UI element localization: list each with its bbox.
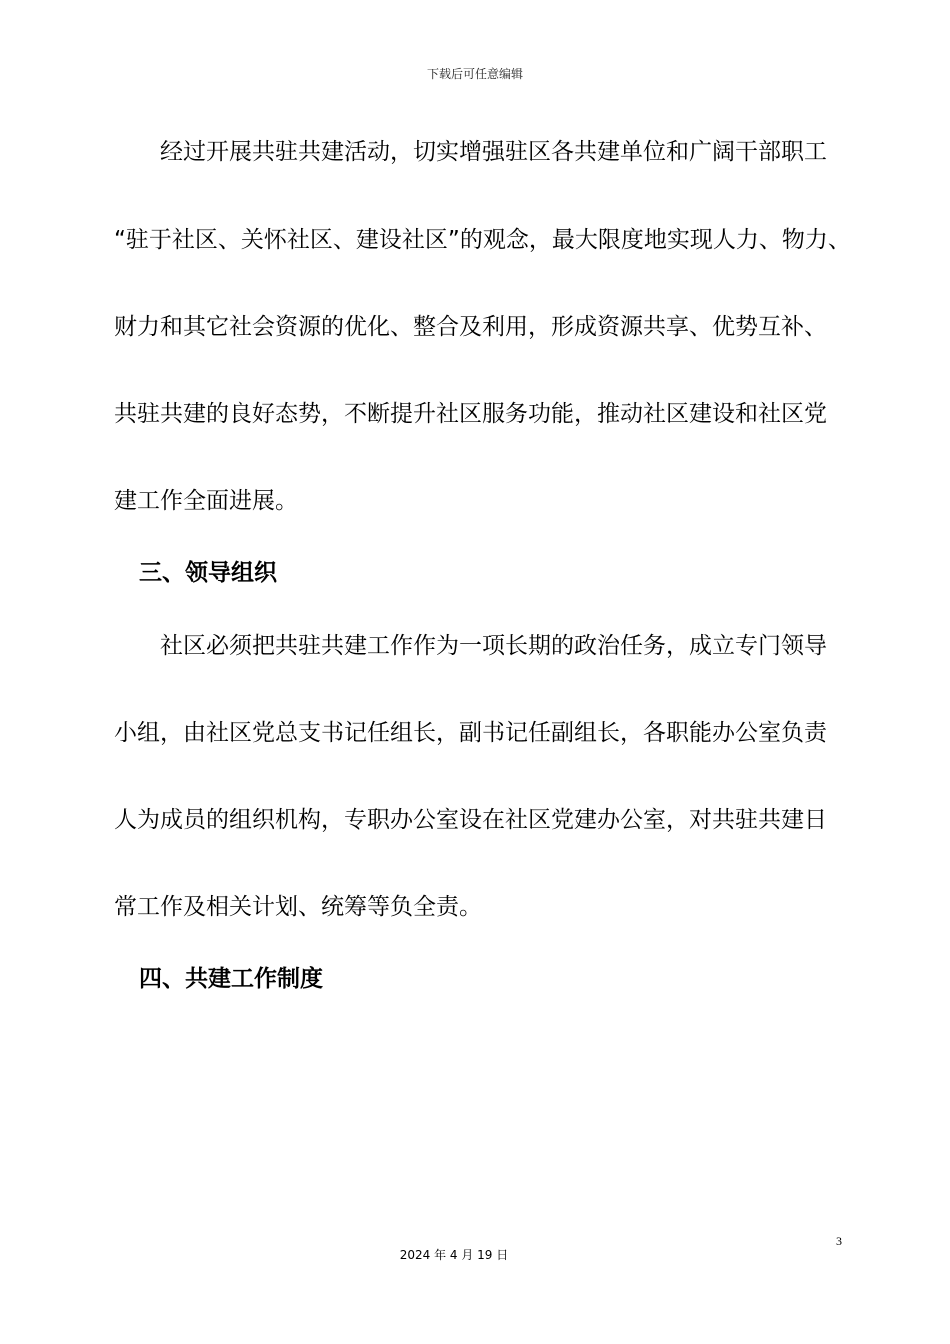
footer-date: 2024 年 4 月 19 日 — [399, 1248, 509, 1262]
paragraph-line: 人为成员的组织机构，专职办公室设在社区党建办公室，对共驻共建日 — [114, 807, 827, 833]
page-number: 3 — [836, 1234, 842, 1248]
header-note: 下载后可任意编辑 — [426, 67, 523, 81]
paragraph-line: 共驻共建的良好态势，不断提升社区服务功能，推动社区建设和社区党 — [114, 401, 827, 427]
paragraph-line: “驻于社区、关怀社区、建设社区”的观念，最大限度地实现人力、物力、 — [114, 227, 851, 253]
section-heading-leadership: 三、领导组织 — [139, 560, 277, 586]
section-heading-system: 四、共建工作制度 — [139, 966, 323, 992]
paragraph-line: 财力和其它社会资源的优化、整合及利用，形成资源共享、优势互补、 — [114, 314, 827, 340]
paragraph-line: 建工作全面进展。 — [114, 488, 298, 514]
paragraph-line: 常工作及相关计划、统筹等负全责。 — [114, 894, 482, 920]
paragraph-line: 小组，由社区党总支书记任组长，副书记任副组长，各职能办公室负责 — [114, 720, 827, 746]
paragraph-line: 经过开展共驻共建活动，切实增强驻区各共建单位和广阔干部职工 — [114, 139, 827, 165]
paragraph-line: 社区必须把共驻共建工作作为一项长期的政治任务，成立专门领导 — [114, 633, 827, 659]
